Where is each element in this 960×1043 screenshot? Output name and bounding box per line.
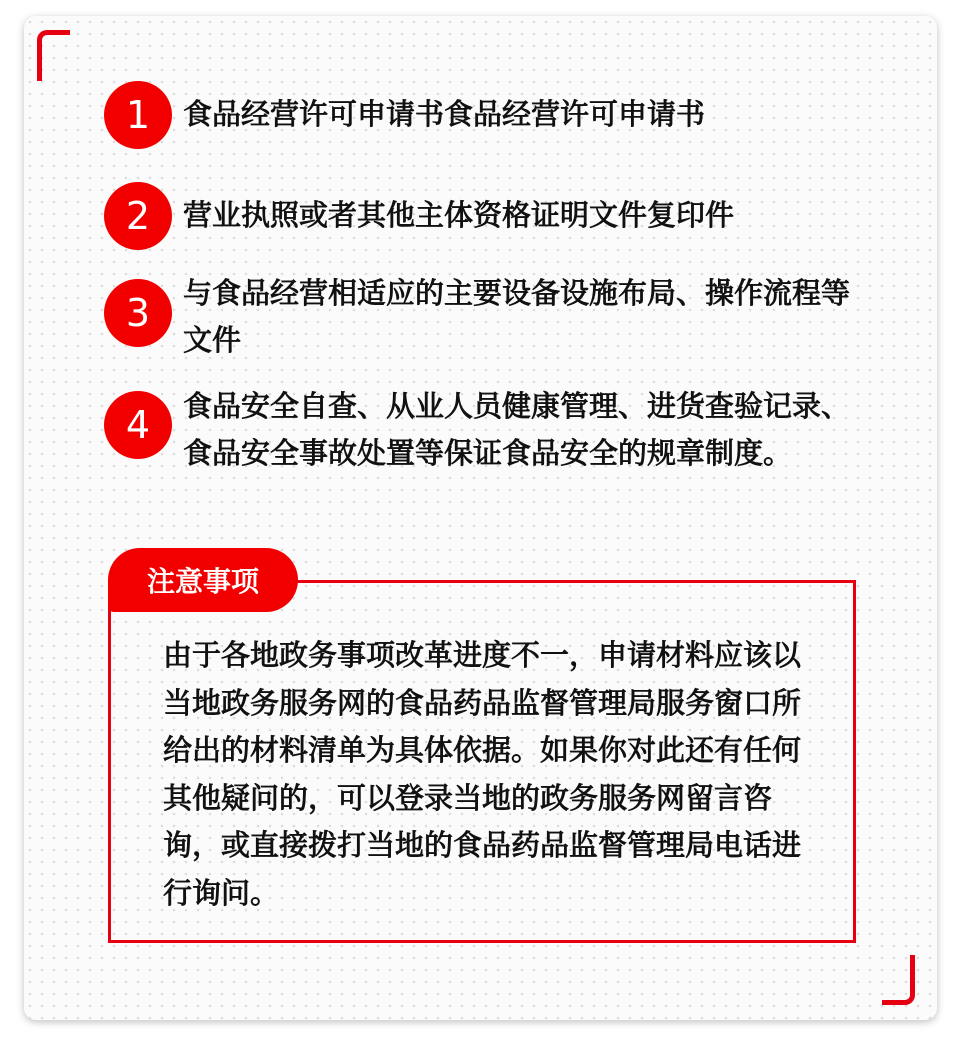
item-text: 与食品经营相适应的主要设备设施布局、操作流程等文件 [183, 276, 851, 357]
item-text: 食品安全自查、从业人员健康管理、进货查验记录、食品安全事故处置等保证食品安全的规章制度。 [183, 389, 851, 470]
list-item [104, 276, 863, 364]
item-text: 营业执照或者其他主体资格证明文件复印件 [183, 198, 735, 232]
number-badge: 3 [104, 279, 172, 347]
corner-decoration-bottom-right [882, 955, 915, 1005]
number-badge: 2 [104, 182, 172, 250]
list-item [104, 391, 863, 477]
corner-decoration-top-left [37, 30, 70, 81]
notice-title: 注意事项 [108, 548, 298, 612]
list-item [104, 182, 863, 250]
list-item [104, 81, 863, 149]
number-badge: 1 [104, 81, 172, 149]
item-text: 食品经营许可申请书食品经营许可申请书 [183, 97, 706, 131]
number-badge: 4 [104, 391, 172, 459]
notice-text: 由于各地政务事项改革进度不一，申请材料应该以当地政务服务网的食品药品监督管理局服务窗口所给出的材料清单为具体依据。如果你对此还有任何其他疑问的，可以登录当地的政务服务网留言咨询，或直接拨打当地的食品药品监督管理局电话进行询问。 [163, 638, 802, 910]
